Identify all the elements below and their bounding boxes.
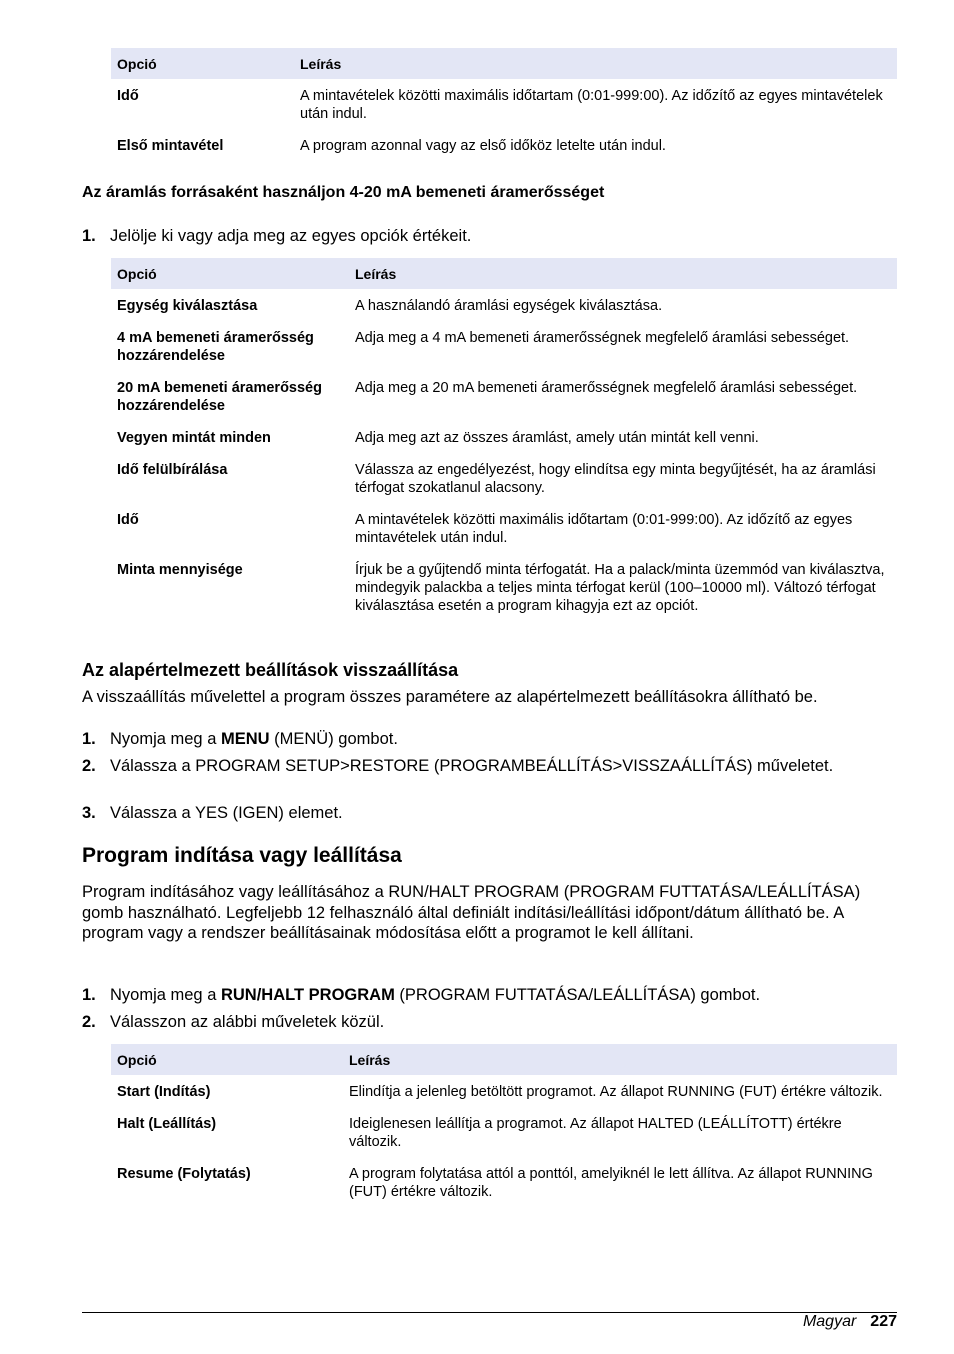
table-row — [111, 79, 897, 137]
page-title-run-halt: Program indítása vagy leállítása — [82, 844, 402, 867]
step-text: Válassza a PROGRAM SETUP>RESTORE (PROGRAMBEÁLLÍTÁS>VISSZAÁLLÍTÁS) műveletet. — [110, 757, 834, 775]
restore-intro: A visszaállítás művelettel a program összes paramétere az alapértelmezett beállításokra állítható be. — [82, 688, 818, 706]
option-cell: Idő — [117, 88, 139, 104]
column-header-description: Leírás — [343, 1044, 897, 1075]
description-cell: Írjuk be a gyűjtendő minta térfogatát. Ha a palack/minta üzemmód van kiválasztva, mindegyik palackba a teljes minta térfogat kerül (100–10000 ml). Változó térfogat kiválasztása esetén a program kihagyja ezt az opciót. — [355, 562, 885, 614]
option-cell: 20 mA bemeneti áramerősség hozzárendelése — [117, 380, 322, 414]
column-header-description: Leírás — [349, 258, 897, 289]
run-intro: Program indításához vagy leállításához a RUN/HALT PROGRAM (PROGRAM FUTTATÁSA/LEÁLLÍTÁSA) gomb használható. Legfeljebb 12 felhasználó által definiált indítási/leállítási időpont/dátum állítható be. A program vagy a rendszer beállításainak módosítása előtt a programot le kell állítani. — [82, 883, 861, 942]
option-cell: Halt (Leállítás) — [117, 1116, 217, 1132]
run-halt-key-label: RUN/HALT PROGRAM — [220, 986, 395, 1004]
option-cell: Resume (Folytatás) — [117, 1166, 251, 1182]
list-item — [82, 226, 897, 246]
table-row — [111, 461, 897, 511]
step-text: Jelölje ki vagy adja meg az egyes opciók értékeit. — [110, 227, 472, 245]
step-number: 1. — [82, 986, 96, 1004]
step-text: Nyomja meg a MENU (MENÜ) gombot. — [110, 730, 398, 748]
description-cell: Adja meg azt az összes áramlást, amely után mintát kell venni. — [355, 430, 759, 446]
option-cell: Első mintavétel — [117, 138, 224, 154]
footer-language: Magyar — [802, 1313, 857, 1330]
column-header-option: Opció — [111, 48, 294, 79]
option-cell: Idő — [117, 512, 139, 528]
table-row — [111, 1165, 897, 1215]
option-cell: Start (Indítás) — [117, 1084, 211, 1100]
table-header-row — [111, 48, 897, 79]
option-cell: Idő felülbírálása — [117, 462, 228, 478]
step-number: 3. — [82, 804, 96, 822]
menu-key-label: MENU — [220, 730, 270, 748]
page-number: 227 — [870, 1313, 897, 1330]
list-item — [82, 803, 897, 823]
list-item — [82, 756, 897, 776]
description-cell: A program folytatása attól a ponttól, amelyiknél le lett állítva. Az állapot RUNNING (FUT) értékre változik. — [349, 1166, 873, 1200]
page-footer — [803, 1313, 897, 1331]
table-row — [111, 561, 897, 629]
table-row — [111, 511, 897, 561]
options-table-time — [111, 48, 897, 169]
list-item — [82, 985, 897, 1005]
table-row — [111, 1115, 897, 1165]
table-row — [111, 429, 897, 461]
step-text: Nyomja meg a RUN/HALT PROGRAM (PROGRAM FUTTATÁSA/LEÁLLÍTÁSA) gombot. — [110, 986, 761, 1004]
description-cell: Adja meg a 4 mA bemeneti áramerősségnek megfelelő áramlási sebességet. — [355, 330, 850, 346]
table-row — [111, 1075, 897, 1115]
column-header-option: Opció — [111, 1044, 343, 1075]
column-header-description: Leírás — [294, 48, 897, 79]
table-header-row — [111, 1044, 897, 1075]
step-text: Válasszon az alábbi műveletek közül. — [110, 1013, 385, 1031]
description-cell: Ideiglenesen leállítja a programot. Az állapot HALTED (LEÁLLÍTOTT) értékre változik. — [349, 1116, 842, 1150]
description-cell: Válassza az engedélyezést, hogy elindítsa egy minta begyűjtését, ha az áramlási térfogat szokatlanul alacsony. — [355, 462, 876, 496]
table-row — [111, 379, 897, 429]
section-heading-restore: Az alapértelmezett beállítások visszaállítása — [82, 660, 459, 680]
options-table-run — [111, 1044, 897, 1215]
section-heading-flow-source: Az áramlás forrásaként használjon 4-20 mA bemeneti áramerősséget — [82, 184, 605, 201]
description-cell: A használandó áramlási egységek kiválasztása. — [355, 298, 663, 314]
step-number: 2. — [82, 757, 96, 775]
list-item — [82, 1012, 897, 1032]
description-cell: Elindítja a jelenleg betöltött programot. Az állapot RUNNING (FUT) értékre változik. — [349, 1084, 883, 1100]
step-number: 2. — [82, 1013, 96, 1031]
options-table-flow — [111, 258, 897, 629]
description-cell: A program azonnal vagy az első időköz letelte után indul. — [300, 138, 666, 154]
description-cell: A mintavételek közötti maximális időtartam (0:01-999:00). Az időzítő az egyes mintavételek után indul. — [300, 88, 883, 122]
table-row — [111, 329, 897, 379]
column-header-option: Opció — [111, 258, 349, 289]
option-cell: Minta mennyisége — [117, 562, 243, 578]
list-item — [82, 729, 897, 749]
step-number: 1. — [82, 730, 96, 748]
option-cell: 4 mA bemeneti áramerősség hozzárendelése — [117, 330, 314, 364]
option-cell: Egység kiválasztása — [117, 298, 258, 314]
step-number: 1. — [82, 227, 96, 245]
table-row — [111, 137, 897, 169]
option-cell: Vegyen mintát minden — [117, 430, 271, 446]
description-cell: Adja meg a 20 mA bemeneti áramerősségnek megfelelő áramlási sebességet. — [355, 380, 858, 396]
table-row — [111, 289, 897, 329]
table-header-row — [111, 258, 897, 289]
footer-divider — [82, 1312, 897, 1313]
description-cell: A mintavételek közötti maximális időtartam (0:01-999:00). Az időzítő az egyes mintavételek után indul. — [355, 512, 853, 546]
step-text: Válassza a YES (IGEN) elemet. — [110, 804, 343, 822]
